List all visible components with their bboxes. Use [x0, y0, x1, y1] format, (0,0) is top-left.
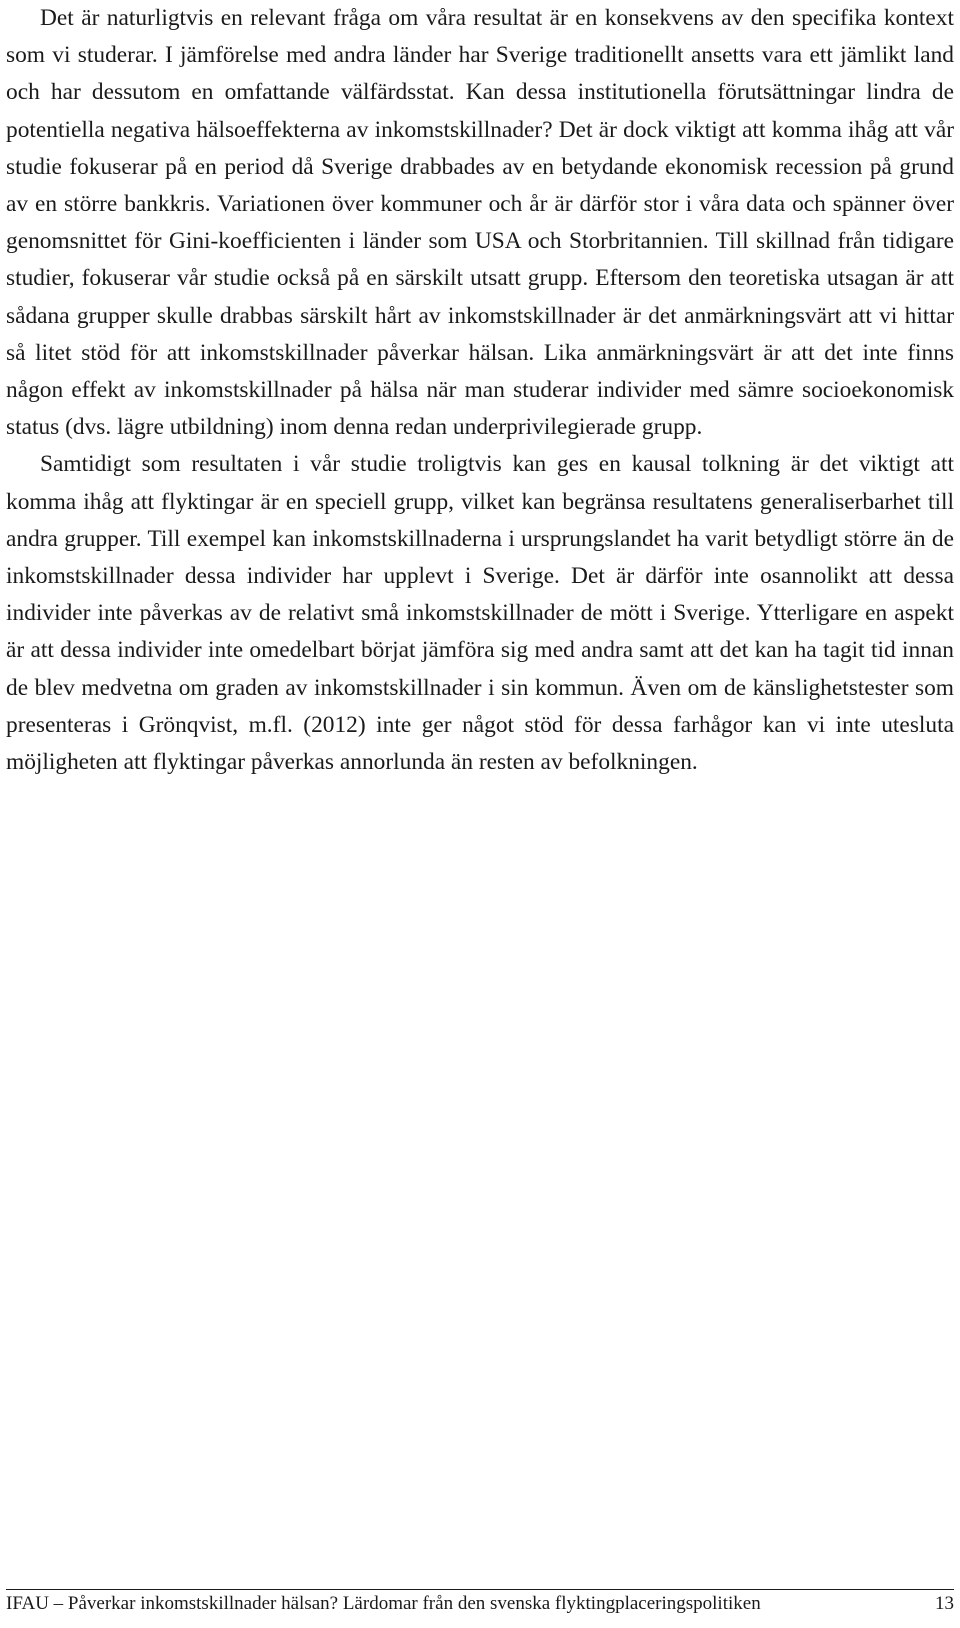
paragraph-1: Det är naturligtvis en relevant fråga om våra resultat är en konsekvens av den specifika kontext som vi studerar. I jämförelse med andra länder har Sverige traditionellt ansetts vara ett jämlikt land och har dessutom en omfattande välfärdsstat. Kan dessa institutionella förutsättningar lindra de potentiella negativa hälsoeffekterna av inkomstskillnader? Det är dock viktigt att komma ihåg att vår studie fokuserar på en period då Sverige drabbades av en betydande ekonomisk recession på grund av en större bankkris. Variationen över kommuner och år är därför stor i våra data och spänner över genomsnittet för Gini-koefficienten i länder som USA och Storbritannien. Till skillnad från tidigare studier, fokuserar vår studie också på en särskilt utsatt grupp. Eftersom den teoretiska utsagan är att sådana grupper skulle drabbas särskilt hårt av inkomstskillnader är det anmärkningsvärt att vi hittar så litet stöd för att inkomstskillnader påverkar hälsan. Lika anmärkningsvärt är att det inte finns någon effekt av inkomstskillnader på hälsa när man studerar individer med sämre socioekonomisk status (dvs. lägre utbildning) inom denna redan underprivilegierade grupp.	[6, 5, 954, 441]
paragraph-2: Samtidigt som resultaten i vår studie troligtvis kan ges en kausal tolkning är det viktigt att komma ihåg att flyktingar är en speciell grupp, vilket kan begränsa resultatens generaliserbarhet till andra grupper. Till exempel kan inkomstskillnaderna i ursprungslandet ha varit betydligt större än de inkomstskillnader dessa individer har upplevt i Sverige. Det är därför inte osannolikt att dessa individer inte påverkas av de relativt små inkomstskillnader de mött i Sverige. Ytterligare en aspekt är att dessa individer inte omedelbart börjat jämföra sig med andra samt att det kan ha tagit tid innan de blev medvetna om graden av inkomstskillnader i sin kommun. Även om de känslighetstester som presenteras i Grönqvist, m.fl. (2012) inte ger något stöd för dessa farhågor kan vi inte utesluta möjligheten att flyktingar påverkas annorlunda än resten av befolkningen.	[6, 451, 954, 776]
document-body	[6, 0, 954, 781]
footer-title: IFAU – Påverkar inkomstskillnader hälsan? Lärdomar från den svenska flyktingplaceringspolitiken	[6, 1593, 761, 1614]
page-number: 13	[935, 1593, 954, 1614]
footer-divider	[6, 1589, 954, 1590]
